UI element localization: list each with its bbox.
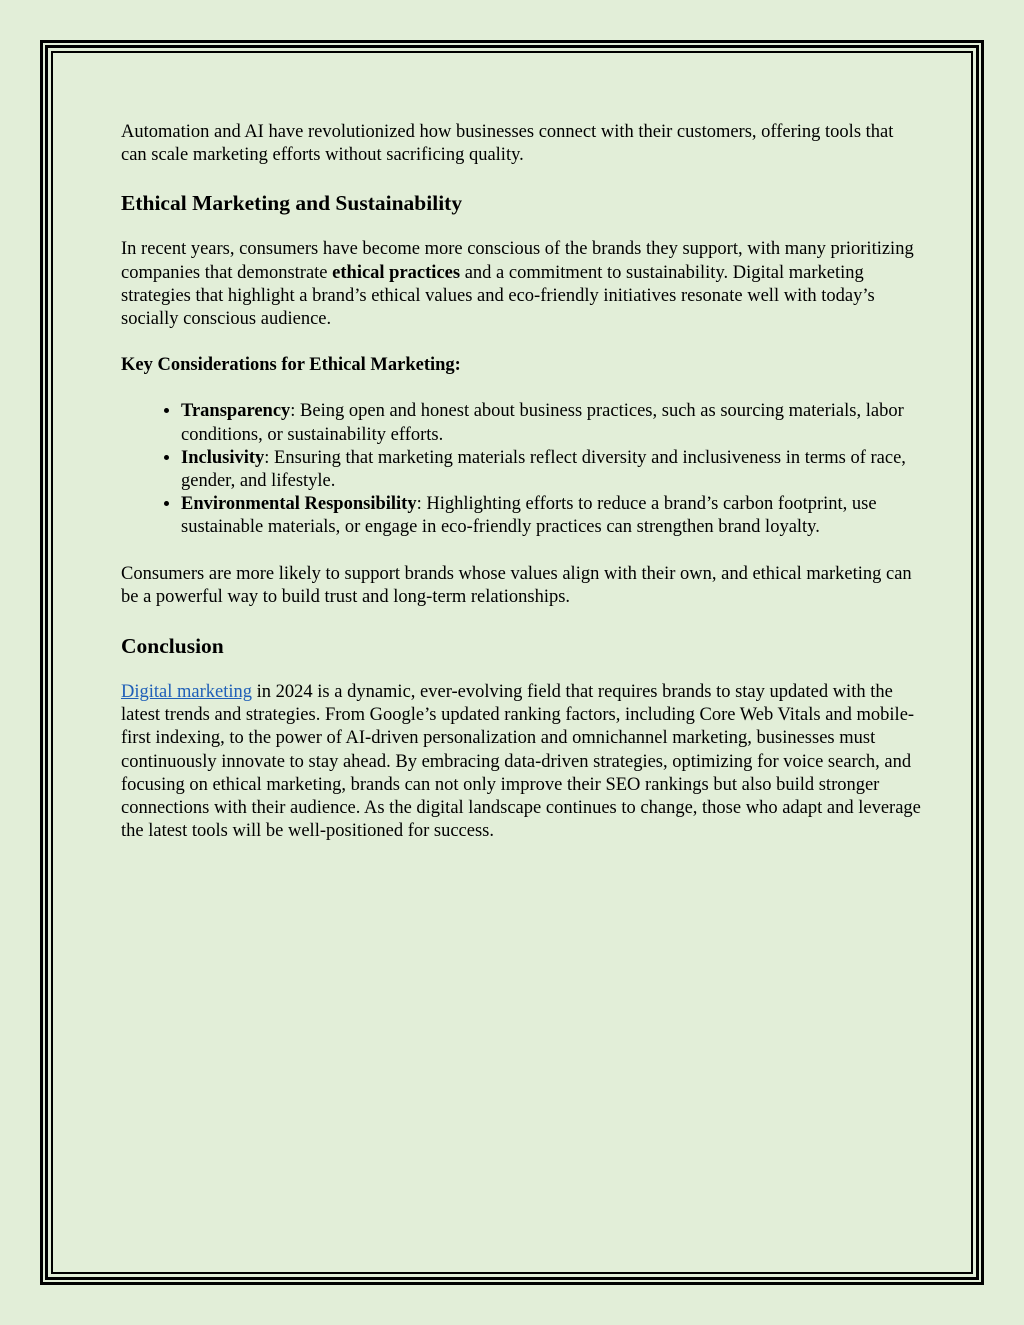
ethical-practices-emphasis: ethical practices bbox=[332, 262, 461, 283]
ethical-paragraph-part2: and a commitment to sustainability. Digital marketing strategies that highlight a brand’s ethical values and eco-friendly initiatives resonate well with today’s socially conscious audience. bbox=[121, 262, 875, 330]
ethical-paragraph-part1: In recent years, consumers have become more conscious of the brands they support, with many prioritizing companies that demonstrate bbox=[121, 239, 914, 283]
ethical-closing-paragraph: Consumers are more likely to support brands whose values align with their own, and ethical marketing can be a powerful way to build trust and long-term relationships. bbox=[121, 563, 912, 607]
list-item-text: : Ensuring that marketing materials reflect diversity and inclusiveness in terms of race, gender, and lifestyle. bbox=[181, 447, 906, 492]
conclusion-paragraph bbox=[121, 681, 921, 843]
document-body bbox=[121, 121, 921, 843]
list-item-term: Environmental Responsibility bbox=[181, 494, 417, 515]
key-considerations-heading: Key Considerations for Ethical Marketing: bbox=[121, 355, 461, 376]
list-item bbox=[181, 400, 921, 446]
list-item-text: : Highlighting efforts to reduce a brand’s carbon footprint, use sustainable materials, or engage in eco-friendly practices can strengthen brand loyalty. bbox=[181, 494, 877, 538]
ethical-marketing-paragraph bbox=[121, 238, 921, 331]
conclusion-paragraph-text: in 2024 is a dynamic, ever-evolving field that requires brands to stay updated with the latest trends and strategies. From Google’s updated ranking factors, including Core Web Vitals and mobile-first indexing, to the power of AI-driven personalization and omnichannel marketing, businesses must continuously innovate to stay ahead. By embracing data-driven strategies, optimizing for voice search, and focusing on ethical marketing, brands can not only improve their SEO rankings but also build stronger connections with their audience. As the digital landscape continues to change, those who adapt and leverage the latest tools will be well-positioned for success. bbox=[121, 682, 921, 842]
considerations-list bbox=[121, 400, 921, 539]
digital-marketing-link[interactable]: Digital marketing bbox=[121, 682, 253, 703]
ethical-marketing-heading: Ethical Marketing and Sustainability bbox=[121, 191, 463, 216]
list-item bbox=[181, 493, 921, 539]
intro-paragraph: Automation and AI have revolutionized how businesses connect with their customers, offering tools that can scale marketing efforts without sacrificing quality. bbox=[121, 122, 894, 166]
list-item-term: Inclusivity bbox=[181, 447, 265, 468]
list-item-text: : Being open and honest about business practices, such as sourcing materials, labor conditions, or sustainability efforts. bbox=[181, 401, 904, 445]
conclusion-heading: Conclusion bbox=[121, 634, 224, 659]
list-item bbox=[181, 447, 921, 493]
list-item-term: Transparency bbox=[181, 401, 291, 422]
